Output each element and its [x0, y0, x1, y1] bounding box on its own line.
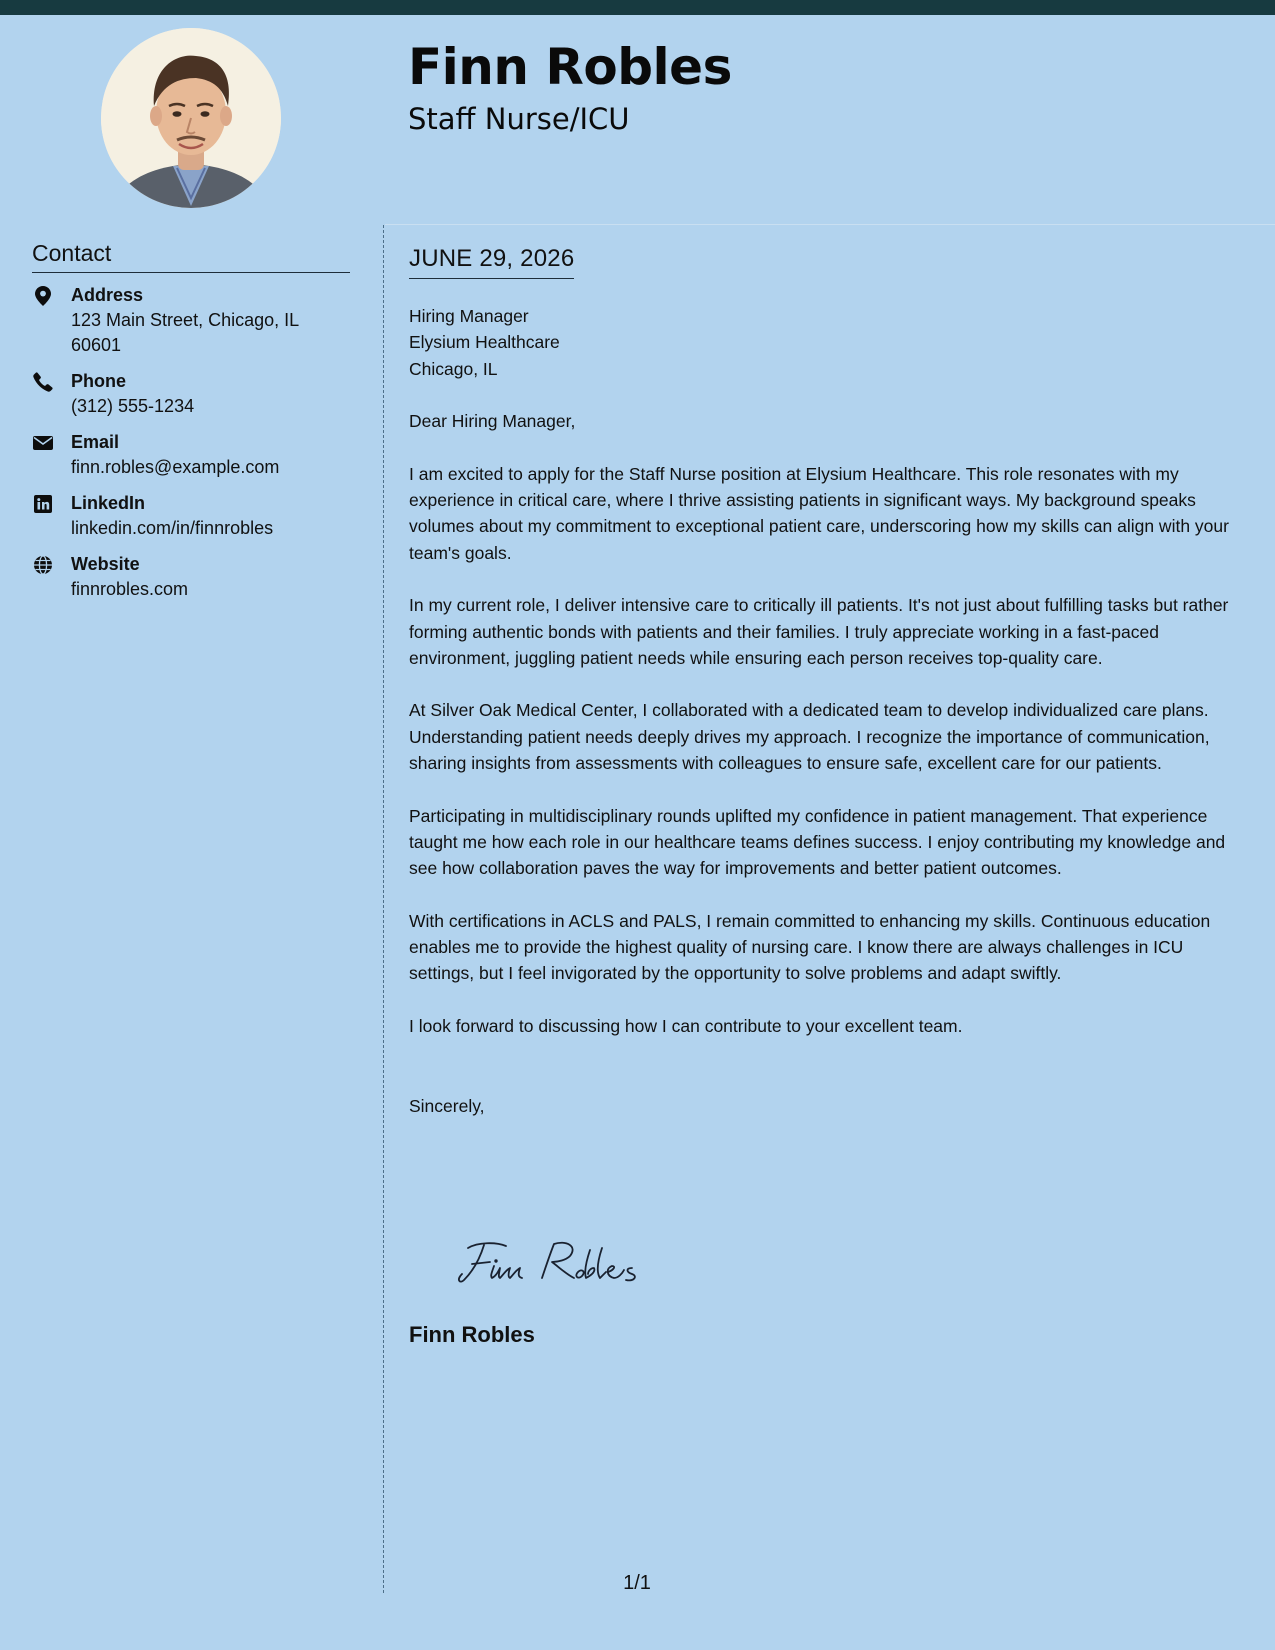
globe-icon	[33, 555, 53, 575]
contact-label: Phone	[71, 371, 127, 391]
contact-item-phone	[32, 369, 352, 419]
profile-photo	[101, 28, 281, 208]
envelope-icon	[33, 433, 53, 453]
recipient-line: Hiring Manager	[409, 306, 529, 326]
letter-paragraph: I look forward to discussing how I can contribute to your excellent team.	[409, 1016, 963, 1037]
closing: Sincerely,	[409, 1096, 485, 1117]
letter-paragraph: At Silver Oak Medical Center, I collaborated with a dedicated team to develop individualized care plans. Understanding patient needs deeply drives my approach. I recognize the importance of communication, sharing insights from assessments with colleagues to ensure safe, excellent care for our patients.	[409, 700, 1210, 774]
website-value[interactable]: finnrobles.com	[71, 579, 189, 599]
contact-item-email	[32, 430, 352, 480]
linkedin-value[interactable]: linkedin.com/in/finnrobles	[71, 518, 274, 538]
recipient-line: Chicago, IL	[409, 358, 498, 379]
contact-label: Website	[71, 554, 140, 574]
letter-paragraph: I am excited to apply for the Staff Nurse position at Elysium Healthcare. This role resonates with my experience in critical care, where I thrive assisting patients in significant ways. My background speaks volumes about my commitment to exceptional patient care, underscoring how my skills can align with your team's goals.	[409, 463, 1229, 563]
contact-heading: Contact	[32, 240, 350, 273]
contact-item-website	[32, 552, 352, 602]
header-job-title: Staff Nurse/ICU	[408, 102, 630, 136]
header-name: Finn Robles	[408, 38, 732, 96]
signed-name: Finn Robles	[409, 1322, 535, 1347]
contact-list	[32, 283, 352, 613]
page-number: 1/1	[623, 1572, 651, 1594]
letter-paragraph: With certifications in ACLS and PALS, I remain committed to enhancing my skills. Continuous education enables me to provide the highest quality of nursing care. I know there are always challenges in ICU settings, but I feel invigorated by the opportunity to solve problems and adapt swiftly.	[409, 910, 1211, 984]
address-value: 123 Main Street, Chicago, IL 60601	[71, 310, 299, 355]
contact-item-address	[32, 283, 352, 358]
contact-label: LinkedIn	[71, 493, 146, 513]
recipient-block	[409, 303, 1247, 382]
phone-value: (312) 555-1234	[71, 396, 195, 416]
linkedin-icon	[33, 494, 53, 514]
contact-label: Email	[71, 432, 120, 452]
handwritten-signature	[450, 1230, 650, 1290]
salutation: Dear Hiring Manager,	[409, 411, 576, 432]
contact-label: Address	[71, 285, 144, 305]
recipient-line: Elysium Healthcare	[409, 332, 560, 353]
letter-paragraph: Participating in multidisciplinary rounds uplifted my confidence in patient management. That experience taught me how each role in our healthcare teams defines success. I enjoy contributing my knowledge and see how collaboration paves the way for improvements and better patient outcomes.	[409, 805, 1226, 879]
column-divider	[383, 225, 384, 1593]
top-accent-bar	[0, 0, 1275, 15]
email-value: finn.robles@example.com	[71, 457, 280, 477]
letter-body	[409, 303, 1247, 1120]
phone-icon	[33, 372, 53, 392]
letter-paragraph: In my current role, I deliver intensive care to critically ill patients. It's not just about fulfilling tasks but rather forming authentic bonds with patients and their families. I truly appreciate working in a fast-paced environment, juggling patient needs while ensuring each person receives top-quality care.	[409, 595, 1229, 668]
letter-date: JUNE 29, 2026	[409, 244, 574, 279]
header-divider	[385, 224, 1275, 225]
map-pin-icon	[33, 286, 53, 306]
contact-item-linkedin	[32, 491, 352, 541]
